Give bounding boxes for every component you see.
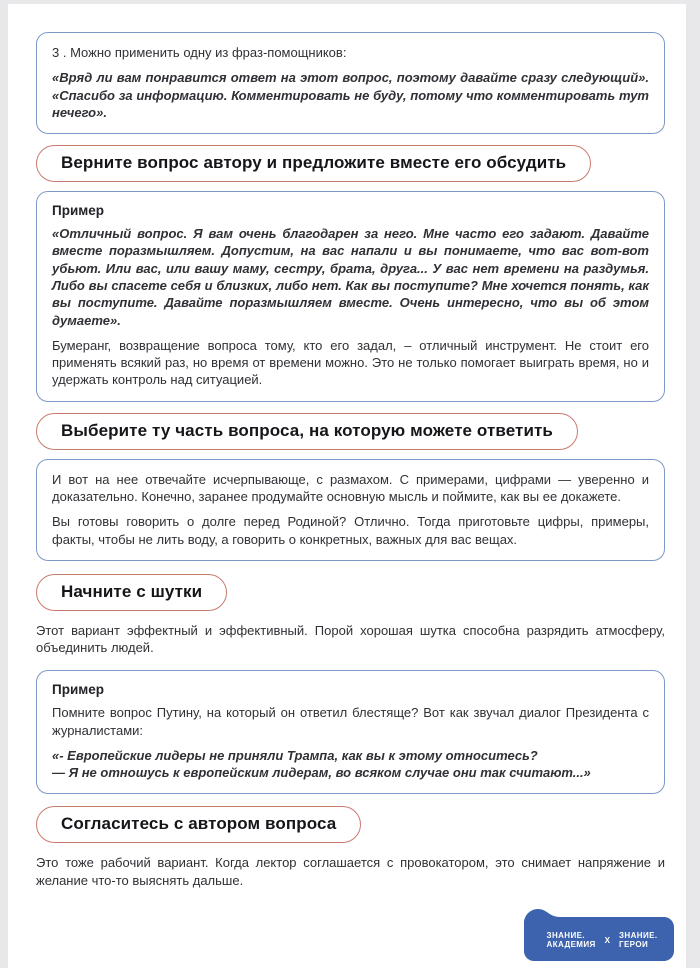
znanie-brand-badge [504, 907, 676, 963]
page-content [8, 4, 686, 889]
section-agree-with-author [36, 804, 665, 852]
example-note-boomerang: Бумеранг, возвращение вопроса тому, кто его задал, – отличный инструмент. Не стоит его применять всякий раз, но время от времени можно. Это не только помогает выиграть время, но и удержать контроль над ситуацией. [52, 337, 649, 388]
example-label: Пример [52, 203, 104, 219]
section-return-question [36, 143, 665, 191]
example-dialog-line-1: «- Европейские лидеры не приняли Трампа, как вы к этому относитесь? [52, 747, 538, 763]
answer-part-paragraph-1: И вот на нее отвечайте исчерпывающе, с размахом. С примерами, цифрами — уверенно и доказательно. Конечно, заранее продумайте основную мысль и поймите, как вы ее докажете. [52, 471, 649, 504]
document-page [8, 4, 686, 968]
znanie-geroi-label [619, 931, 657, 950]
example-quote-boomerang: «Отличный вопрос. Я вам очень благодарен за него. Мне часто его задают. Давайте вместе поразмышляем. Допустим, на вас напали и вы понимаете, что вас вот-вот убьют. Или вас, или вашу маму, сестру, брата, друга... У вас нет времени на раздумья. Либо вы спасете себя и близких, либо нет. Как вы поступите? Мне хочется понять, как вы поступите. Давайте поразмышляем вместе. Очень интересно, что вы об этом думаете». [52, 226, 649, 328]
intro-helper-phrases-quote: «Вряд ли вам понравится ответ на этот вопрос, поэтому давайте сразу следующий». «Спасибо за информацию. Комментировать не буду, потому что комментировать тут нечего». [52, 70, 649, 120]
joke-paragraph: Этот вариант эффектный и эффективный. Порой хорошая шутка способна разрядить атмосферу, объединить людей. [36, 622, 665, 656]
section-start-with-joke [36, 572, 665, 620]
geroi-label-line1: ЗНАНИЕ. [619, 930, 658, 940]
znanie-label-line2: АКАДЕМИЯ [546, 940, 596, 949]
section-title-return-question: Верните вопрос автору и предложите вместе его обсудить [36, 145, 591, 182]
example-label: Пример [52, 682, 104, 698]
example-box-return-question [36, 191, 665, 402]
section-title-answer-part: Выберите ту часть вопроса, на которую можете ответить [36, 413, 578, 450]
znanie-label-line1: ЗНАНИЕ. [546, 930, 585, 940]
section-answer-part [36, 411, 665, 459]
agree-paragraph: Это тоже рабочий вариант. Когда лектор соглашается с провокатором, это снимает напряжение и желание что-то выяснять дальше. [36, 855, 665, 888]
section-title-start-with-joke: Начните с шутки [36, 574, 227, 611]
intro-numbered-line: 3 . Можно применить одну из фраз-помощников: [52, 45, 347, 60]
tip-box-answer-part [36, 459, 665, 561]
intro-tip-box [36, 32, 665, 134]
znanie-akademia-label [547, 931, 596, 950]
example-dialog-line-2: — Я не отношусь к европейским лидерам, во всяком случае они так считают...» [52, 765, 591, 781]
example-intro-putin: Помните вопрос Путину, на который он ответил блестяще? Вот как звучал диалог Президента с журналистами: [52, 705, 649, 738]
example-box-putin-dialog [36, 670, 665, 794]
znanie-badge-text [536, 921, 668, 959]
section-title-agree-with-author: Согласитесь с автором вопроса [36, 806, 361, 843]
geroi-label-line2: ГЕРОИ [619, 940, 649, 949]
answer-part-paragraph-2: Вы готовы говорить о долге перед Родиной? Отлично. Тогда приготовьте цифры, примеры, факты, чтобы не лить воду, а говорить о конкретных, важных для вас вещах. [52, 514, 649, 547]
badge-x-separator: X [604, 935, 611, 945]
